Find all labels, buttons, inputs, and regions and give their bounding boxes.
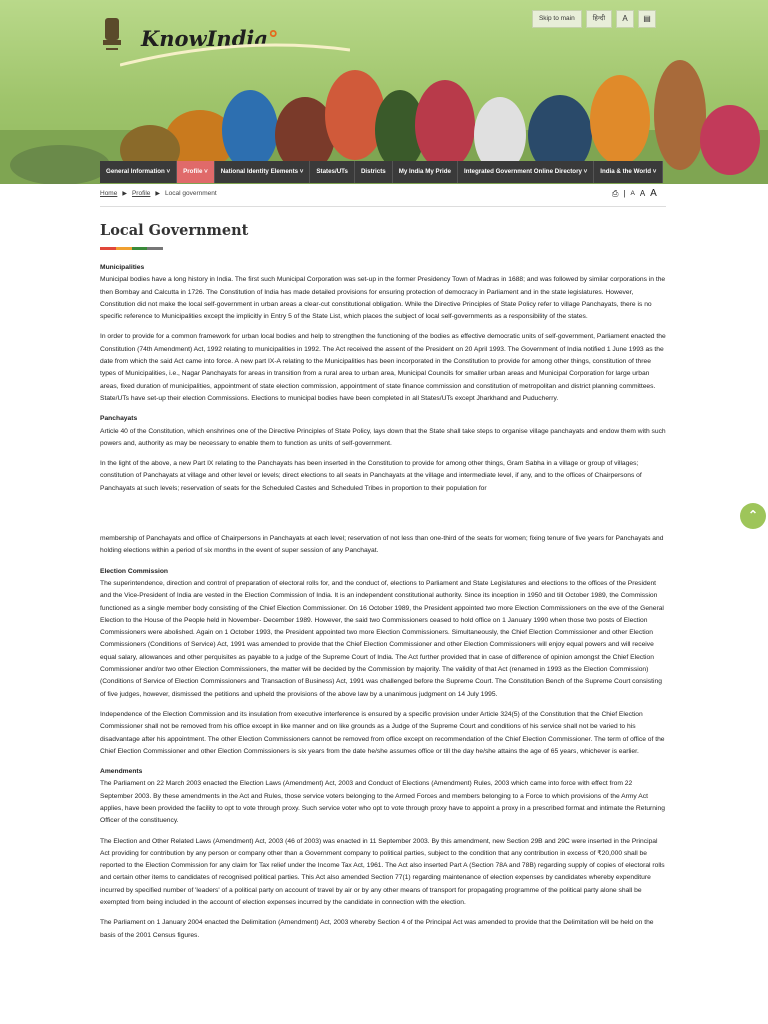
breadcrumb-home[interactable]: Home [100,190,118,197]
header-banner [0,0,768,184]
breadcrumb-profile[interactable]: Profile [131,190,151,197]
paragraph: The superintendence, direction and control of preparation of electoral rolls for, and the conduct of, elections to Parliament and State Legislatures and elections to the offices of the President and the Vice-President of India are vested in the Election Commission of India. It is an independent constitutional authority. Since its inception in 1950 and till October 1989, the Commission functioned as a single member body consisting of the Chief Election Commissioner. On 16 October 1989, the President appointed two more Election Commissioners on the eve of the General Election to the House of the People held in November- December 1989. However, the said two Commissioners ceased to hold office on 1 January 1990 when those two posts of Election Commissioners were abolished. Again on 1 October 1993, the President appointed two more Election Commissioners. Simultaneously, the Chief Election Commissioner and other Election Commissioners (Conditions of Service) Act, 1991 was amended to provide that the Chief Election Commissioner and other Election Commissioners will enjoy equal powers and will receive equal salary, allowances and other perquisites as payable to a judge of the Supreme Court of India. The Act further provided that in case of difference of opinion amongst the Chief Election Commissioner and/or two other Election Commissioners, the matter will be decided by the Commission by majority. The validity of that Act (renamed in 1993 as the Election Commission) (Conditions of Service of Election Commissioners and Transaction of Business) Act, 1991 was challenged before the Supreme Court. The Constitution Bench of the Supreme Court consisting of five judges, however, dismissed the petitions and upheld the provisions of the above law by a unanimous judgment on 14 July 1995. [100,579,664,698]
paragraph: Article 40 of the Constitution, which enshrines one of the Directive Principles of State Policy, lays down that the State shall take steps to organise village panchayats and endow them with such powers and, authority as may be necessary to enable them to function as units of self-government. [100,427,666,447]
nav-districts[interactable]: Districts [355,161,393,183]
page-tools [612,188,657,199]
tools-separator: | [623,189,626,198]
paragraph: The Parliament on 1 January 2004 enacted the Delimitation (Amendment) Act, 2003 whereby Section 4 of the Principal Act was amended to provide that the Delimitation will be held on the basis of the 2001 Census figures. [100,919,654,939]
font-medium-button[interactable]: A [639,189,646,198]
nav-my-india-my-pride[interactable]: My India My Pride [393,161,458,183]
section-heading-amendments: Amendments [100,768,143,776]
nav-general-information[interactable]: General Information ˅ [100,161,177,183]
scroll-to-top-button[interactable] [740,503,766,529]
paragraph: The Election and Other Related Laws (Amendment) Act, 2003 (46 of 2003) was enacted in 11 September 2003. By this amendment, new Section 29B and 29C were inserted in the Principal Act providing for contribution by any person or company other than a Government company to political parties, subject to the condition that any contribution in excess of ₹20,000 shall be reported to the Election Commission for any claim for Tax relief under the Income Tax Act, 1961. The Act also inserted Part A (Section 78A and 78B) regarding supply of copies of electoral rolls and certain other items to candidates of recognised political parties. This Act also amended Section 77(1) regarding maintenance of election expenses by candidates whereby expenditure incurred by specified number of 'leaders' of a political party on account of travel by air or by any other means of transport for propagating programme of the political party alone shall be exempted from being included in the account of election expenses incurred by the candidate in connection with the election. [100,837,665,907]
font-large-button[interactable]: A [650,188,657,199]
divider [100,206,666,207]
paragraph: Independence of the Election Commission and its insulation from executive interference is ensured by a specific provision under Article 324(5) of the Constitution that the Chief Election Commissioner shall not be removed from his office except in like manner and on like grounds as a Judge of the Supreme Court and conditions of his service shall not be varied to his disadvantage after his appointment. The other Election Commissioners cannot be removed from office except on recommendation of the Chief Election Commissioner. The term of office of the Chief Election Commissioner and other Election Commissioners is six years from the date he/she assumes office or till the day he/she attains the age of 65 years, whichever is earlier. [100,710,665,755]
section-heading-municipalities: Municipalities [100,264,145,271]
sitemap-icon[interactable]: ▤ [638,10,656,28]
paragraph: In the light of the above, a new Part IX relating to the Panchayats has been inserted in the Constitution to provide for among other things, Gram Sabha in a village or group of villages; constitution of Panchayats at village and other level or levels; direct elections to all seats in Panchayats at the village and intermediate level, if any, and to the offices of Chairpersons of Panchayats at such levels; reservation of seats for the Scheduled Castes and Scheduled Tribes in proportion to their population for [100,460,642,492]
article-content [100,262,666,950]
page-title: Local Government [100,222,249,239]
content-gap [100,503,666,533]
nav-india-and-the-world[interactable]: India & the World ˅ [594,161,663,183]
nav-integrated-government-online-directory[interactable]: Integrated Government Online Directory ˅ [458,161,594,183]
breadcrumb-current: Local government [165,190,217,197]
font-small-button[interactable]: A [630,190,635,197]
font-size-icon[interactable]: A [616,10,634,28]
paragraph: In order to provide for a common framework for urban local bodies and help to strengthen the functioning of the bodies as effective democratic units of self-government, Parliament enacted the Constitution (74th Amendment) Act, 1992 relating to municipalities in 1992. The Act received the assent of the President on 20 April 1993. The Government of India notified 1 June 1993 as the date from which the said Act came into force. A new part IX-A relating to the Municipalities has been incorporated in the Constitution to provide for among other things, constitution of three types of Municipalities, i.e., Nagar Panchayats for areas in transition from a rural area to urban area, Municipal Councils for smaller urban areas and Municipal Corporation for large urban areas, fixed duration of municipalities, appointment of state election commission, appointment of state finance commission and constitution of metropolitan and district planning committees. State/UTs have set-up their election Commissions. Elections to municipal bodies have been completed in all States/UTs except Jharkhand and Puducherry. [100,333,666,402]
paragraph: membership of Panchayats and office of Chairpersons in Panchayats at each level; reservation of not less than one-third of the seats for women; fixing tenure of five years for Panchayats and holding elections within a period of six months in the event of super session of any Panchayat. [100,535,664,555]
paragraph: Municipal bodies have a long history in India. The first such Municipal Corporation was set-up in the former Presidency Town of Madras in 1688; and was followed by similar corporations in the then Bombay and Calcutta in 1726. The Constitution of India has made detailed provisions for ensuring protection of democracy in Parliament and in the state legislatures. However, Constitution did not make the local self-government in urban areas a clear-cut constitutional obligation. While the Directive Principles of State Policy refer to village Panchayats, there is no specific reference to Municipalities except the implicitly in Entry 5 of the State List, which places the subject of local self-governments as a responsibility of the states. [100,276,666,321]
breadcrumb [100,190,217,197]
site-logo[interactable]: KnowIndia° [141,26,279,51]
paragraph: The Parliament on 22 March 2003 enacted the Election Laws (Amendment) Act, 2003 and Conduct of Elections (Amendment) Rules, 2003 which came into force with effect from 22 September 2003. By these amendments in the Act and Rules, those service voters belonging to the Armed Forces and members belonging to a Force to which provisions of the Army Act applies, have been provided the facility to opt to vote through proxy. Such service voter who opt to vote through proxy have to appoint a proxy in a prescribed format and intimate the Returning Officer of the constituency. [100,780,665,825]
chevron-right-icon: ▶ [155,191,161,197]
nav-national-identity-elements[interactable]: National Identity Elements ˅ [215,161,311,183]
title-accent-bar [100,247,163,250]
section-heading-panchayats: Panchayats [100,415,138,423]
skip-to-main-link[interactable]: Skip to main [532,10,582,28]
chevron-right-icon: ▶ [122,191,127,197]
nav-states-uts[interactable]: States/UTs [310,161,355,183]
hindi-language-link[interactable]: हिन्दी [586,10,612,28]
main-navigation [100,161,663,183]
logo-swoosh [120,40,350,70]
section-heading-election-commission: Election Commission [100,567,169,575]
print-icon[interactable]: ⎙ [612,188,619,198]
chevron-up-icon: ⌃ [747,508,759,522]
nav-profile[interactable]: Profile ˅ [177,161,215,183]
